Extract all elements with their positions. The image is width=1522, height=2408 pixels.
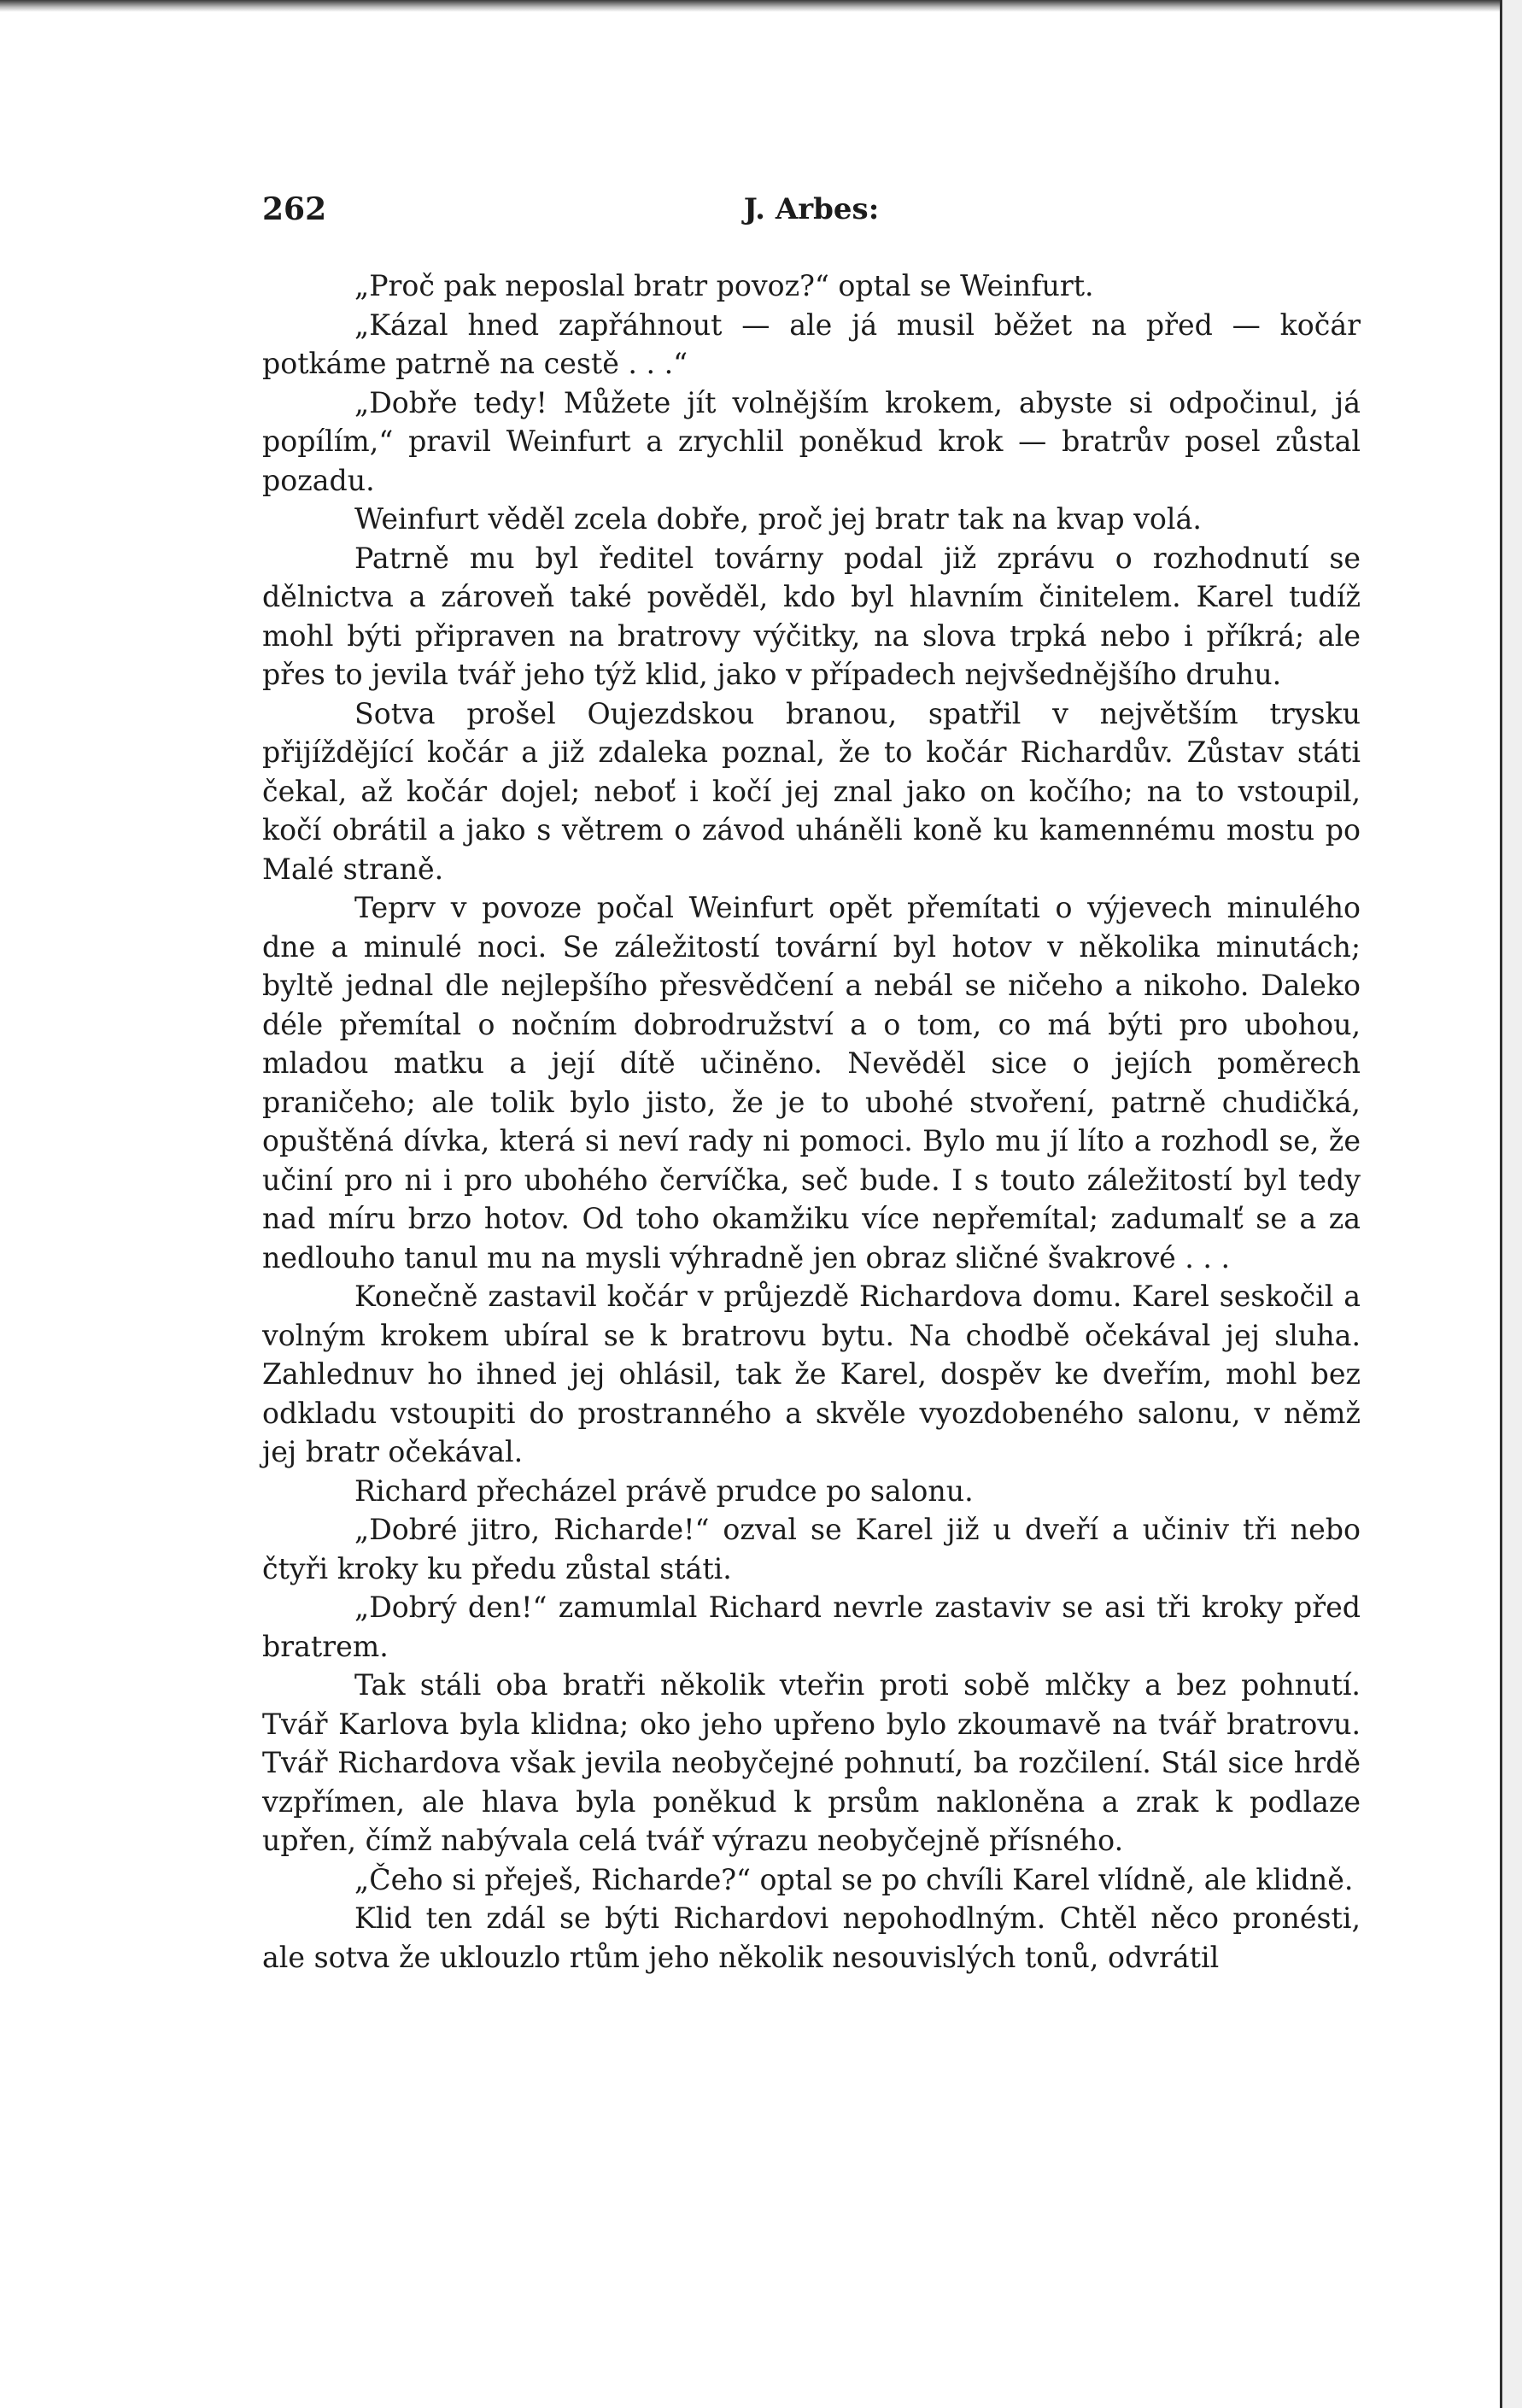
paragraph: „Čeho si přeješ, Richarde?“ optal se po chvíli Karel vlídně, ale klidně.: [354, 1862, 1354, 1896]
paragraph: Weinfurt věděl zcela dobře, proč jej bratr tak na kvap volá.: [354, 502, 1202, 536]
paragraph: Konečně zastavil kočár v průjezdě Richardova domu. Karel seskočil a volným krokem ubíral se k bratrovu bytu. Na chodbě očekával jej sluha. Zahlednuv ho ihned jej ohlásil, tak že Karel, dospěv ke dveřím, mohl bez odkladu vstoupiti do prostranného a skvěle vyozdobeného salonu, v němž jej bratr očekával.: [262, 1280, 1361, 1468]
scan-top-edge: [0, 0, 1522, 12]
page-number: 262: [262, 191, 327, 227]
scan-right-margin: [1500, 0, 1522, 2408]
paragraph: „Dobře tedy! Můžete jít volnějším krokem, abyste si odpočinul, já popílím,“ pravil Weinfurt a zrychlil poněkud krok — bratrův posel zůstal pozadu.: [262, 385, 1361, 497]
paragraph: Teprv v povoze počal Weinfurt opět přemítati o výjevech minulého dne a minulé noci. Se záležitostí tovární byl hotov v několika minutách; byltě jednal dle nejlepšího přesvědčení a nebál se ničeho a nikoho. Daleko déle přemítal o nočním dobrodružství a o tom, co má býti pro ubohou, mladou matku a její dítě učiněno. Nevěděl sice o jejích poměrech praničeho; ale tolik bylo jisto, že je to ubohé stvoření, patrně chudičká, opuštěná dívka, která si neví rady ni pomoci. Bylo mu jí líto a rozhodl se, že učiní pro ni i pro ubohého červíčka, seč bude. I s touto záležitostí byl tedy nad míru brzo hotov. Od toho okamžiku více nepřemítal; zadumalť se a za nedlouho tanul mu na mysli výhradně jen obraz sličné švakrové . . .: [262, 891, 1361, 1274]
page-header: [262, 185, 1361, 232]
paragraph: „Dobrý den!“ zamumlal Richard nevrle zastaviv se asi tři kroky před bratrem.: [262, 1591, 1361, 1663]
paragraph: „Kázal hned zapřáhnout — ale já musil běžet na před — kočár potkáme patrně na cestě . . .“: [262, 308, 1361, 380]
paragraph: Sotva prošel Oujezdskou branou, spatřil v největším trysku přijíždějící kočár a již zdaleka poznal, že to kočár Richardův. Zůstav státi čekal, až kočár dojel; neboť i kočí jej znal jako on kočího; na to vstoupil, kočí obrátil a jako s větrem o závod uháněli koně ku kamennému mostu po Malé straně.: [262, 696, 1361, 886]
paragraph: Klid ten zdál se býti Richardovi nepohodlným. Chtěl něco pronésti, ale sotva že uklouzlo rtům jeho několik nesouvislých tonů, odvrátil: [262, 1901, 1361, 1974]
paragraph: Patrně mu byl ředitel továrny podal již zprávu o rozhodnutí se dělnictva a zároveň také pověděl, kdo byl hlavním činitelem. Karel tudíž mohl býti připraven na bratrovy výčitky, na slova trpká nebo i příkrá; ale přes to jevila tvář jeho týž klid, jako v případech nejvšednějšího druhu.: [262, 541, 1361, 691]
body-text: [262, 267, 1361, 1977]
paragraph: „Dobré jitro, Richarde!“ ozval se Karel již u dveří a učiniv tři nebo čtyři kroky ku předu zůstal státi.: [262, 1513, 1361, 1585]
running-head: J. Arbes:: [743, 192, 880, 226]
paragraph: „Proč pak neposlal bratr povoz?“ optal se Weinfurt.: [354, 269, 1094, 302]
paragraph: Richard přecházel právě prudce po salonu.: [354, 1474, 974, 1508]
paragraph: Tak stáli oba bratři několik vteřin proti sobě mlčky a bez pohnutí. Tvář Karlova byla klidna; oko jeho upřeno bylo zkoumavě na tvář bratrovu. Tvář Richardova však jevila neobyčejné pohnutí, ba rozčilení. Stál sice hrdě vzpřímen, ale hlava byla poněkud k prsům nakloněna a zrak k podlaze upřen, čímž nabývala celá tvář výrazu neobyčejně přísného.: [262, 1668, 1361, 1857]
